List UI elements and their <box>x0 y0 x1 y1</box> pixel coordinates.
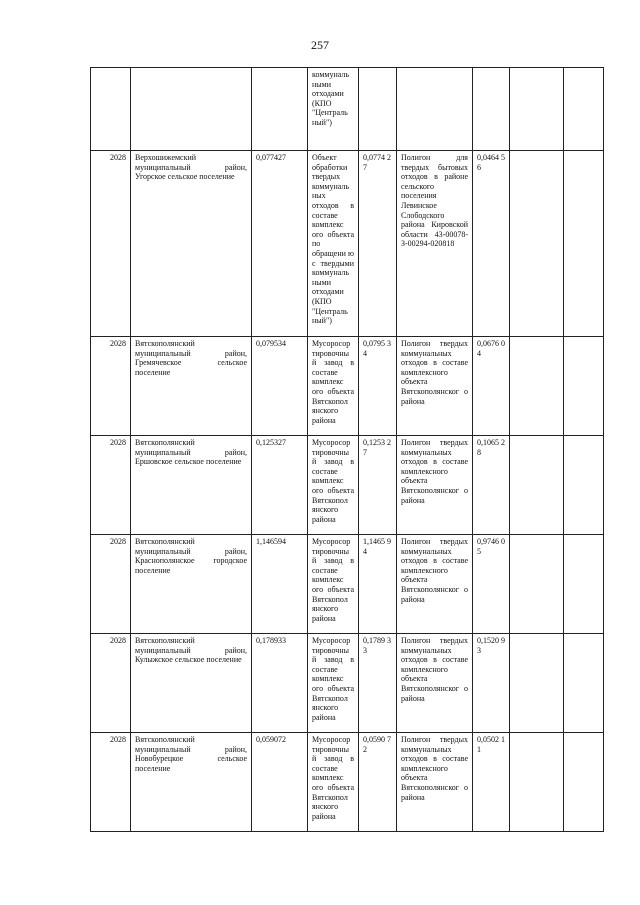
cell-municipality: Вятскополянский муниципальный район, Гремячевское сельское поселение <box>131 337 252 436</box>
cell-value1: 0,125327 <box>252 436 308 535</box>
cell-value2: 0,1253 27 <box>359 436 397 535</box>
cell-object: Мусоросор тировочны й завод в составе комплекс ого объекта Вятскопол янского района <box>308 535 359 634</box>
page-number: 257 <box>311 38 329 52</box>
cell-value2: 0,0795 34 <box>359 337 397 436</box>
cell-year <box>91 68 131 151</box>
cell-municipality: Вятскополянский муниципальный район, Ершовское сельское поселение <box>131 436 252 535</box>
cell-value1: 1,146594 <box>252 535 308 634</box>
cell-empty <box>564 535 604 634</box>
cell-municipality: Вятскополянский муниципальный район, Краснополянское городское поселение <box>131 535 252 634</box>
cell-empty <box>510 733 564 832</box>
cell-year: 2028 <box>91 535 131 634</box>
cell-empty <box>510 436 564 535</box>
table-row <box>91 68 604 151</box>
cell-object: Мусоросор тировочны й завод в составе комплекс ого объекта Вятскопол янского района <box>308 436 359 535</box>
cell-value3: 0,0502 11 <box>473 733 510 832</box>
cell-object: коммуналь ными отходами (КПО "Централь ный") <box>308 68 359 151</box>
cell-value3: 0,1065 28 <box>473 436 510 535</box>
cell-year: 2028 <box>91 337 131 436</box>
cell-value3: 0,0464 56 <box>473 151 510 337</box>
cell-empty <box>564 151 604 337</box>
cell-object: Объект обработки твердых коммуналь ных отходов в составе комплекс ого объекта по обращени ю с твердыми коммуналь ными отходами (КПО "Централь ный") <box>308 151 359 337</box>
cell-value1: 0,178933 <box>252 634 308 733</box>
cell-object: Мусоросор тировочны й завод в составе комплекс ого объекта Вятскопол янского района <box>308 733 359 832</box>
cell-value2: 0,1789 33 <box>359 634 397 733</box>
cell-polygon <box>397 68 473 151</box>
cell-empty <box>564 436 604 535</box>
cell-polygon: Полигон твердых коммунальных отходов в составе комплексного объекта Вятскополянског о района <box>397 337 473 436</box>
cell-empty <box>510 337 564 436</box>
table-row <box>91 733 604 832</box>
table-row <box>91 535 604 634</box>
cell-value3: 0,0676 04 <box>473 337 510 436</box>
cell-polygon: Полигон твердых коммунальных отходов в составе комплексного объекта Вятскополянског о района <box>397 436 473 535</box>
cell-value3: 0,1520 93 <box>473 634 510 733</box>
cell-year: 2028 <box>91 634 131 733</box>
cell-object: Мусоросор тировочны й завод в составе комплекс ого объекта Вятскопол янского района <box>308 337 359 436</box>
cell-polygon: Полигон твердых коммунальных отходов в составе комплексного объекта Вятскополянског о района <box>397 535 473 634</box>
cell-object: Мусоросор тировочны й завод в составе комплекс ого объекта Вятскопол янского района <box>308 634 359 733</box>
table-row <box>91 151 604 337</box>
cell-value2: 1,1465 94 <box>359 535 397 634</box>
cell-value1: 0,059072 <box>252 733 308 832</box>
cell-polygon: Полигон твердых коммунальных отходов в составе комплексного объекта Вятскополянског о района <box>397 733 473 832</box>
table-row <box>91 634 604 733</box>
data-table <box>90 67 604 832</box>
cell-municipality: Вятскополянский муниципальный район, Новобурецкое сельское поселение <box>131 733 252 832</box>
cell-value3 <box>473 68 510 151</box>
cell-empty <box>510 68 564 151</box>
cell-value1: 0,077427 <box>252 151 308 337</box>
cell-value1 <box>252 68 308 151</box>
table-row <box>91 337 604 436</box>
cell-value3: 0,9746 05 <box>473 535 510 634</box>
cell-municipality <box>131 68 252 151</box>
cell-empty <box>564 68 604 151</box>
cell-empty <box>564 733 604 832</box>
table-row <box>91 436 604 535</box>
cell-year: 2028 <box>91 151 131 337</box>
cell-municipality: Верхошижемский муниципальный район, Угорское сельское поселение <box>131 151 252 337</box>
cell-value2: 0,0774 27 <box>359 151 397 337</box>
cell-municipality: Вятскополянский муниципальный район, Кулыжское сельское поселение <box>131 634 252 733</box>
cell-year: 2028 <box>91 733 131 832</box>
cell-value1: 0,079534 <box>252 337 308 436</box>
cell-value2: 0,0590 72 <box>359 733 397 832</box>
cell-empty <box>564 634 604 733</box>
cell-empty <box>510 535 564 634</box>
cell-value2 <box>359 68 397 151</box>
cell-year: 2028 <box>91 436 131 535</box>
cell-polygon: Полигон для твердых бытовых отходов в районе сельского поселения Левинское Слободского района Кировской области 43-00078-З-00294-020818 <box>397 151 473 337</box>
cell-empty <box>510 151 564 337</box>
cell-empty <box>564 337 604 436</box>
cell-empty <box>510 634 564 733</box>
cell-polygon: Полигон твердых коммунальных отходов в составе комплексного объекта Вятскополянског о района <box>397 634 473 733</box>
